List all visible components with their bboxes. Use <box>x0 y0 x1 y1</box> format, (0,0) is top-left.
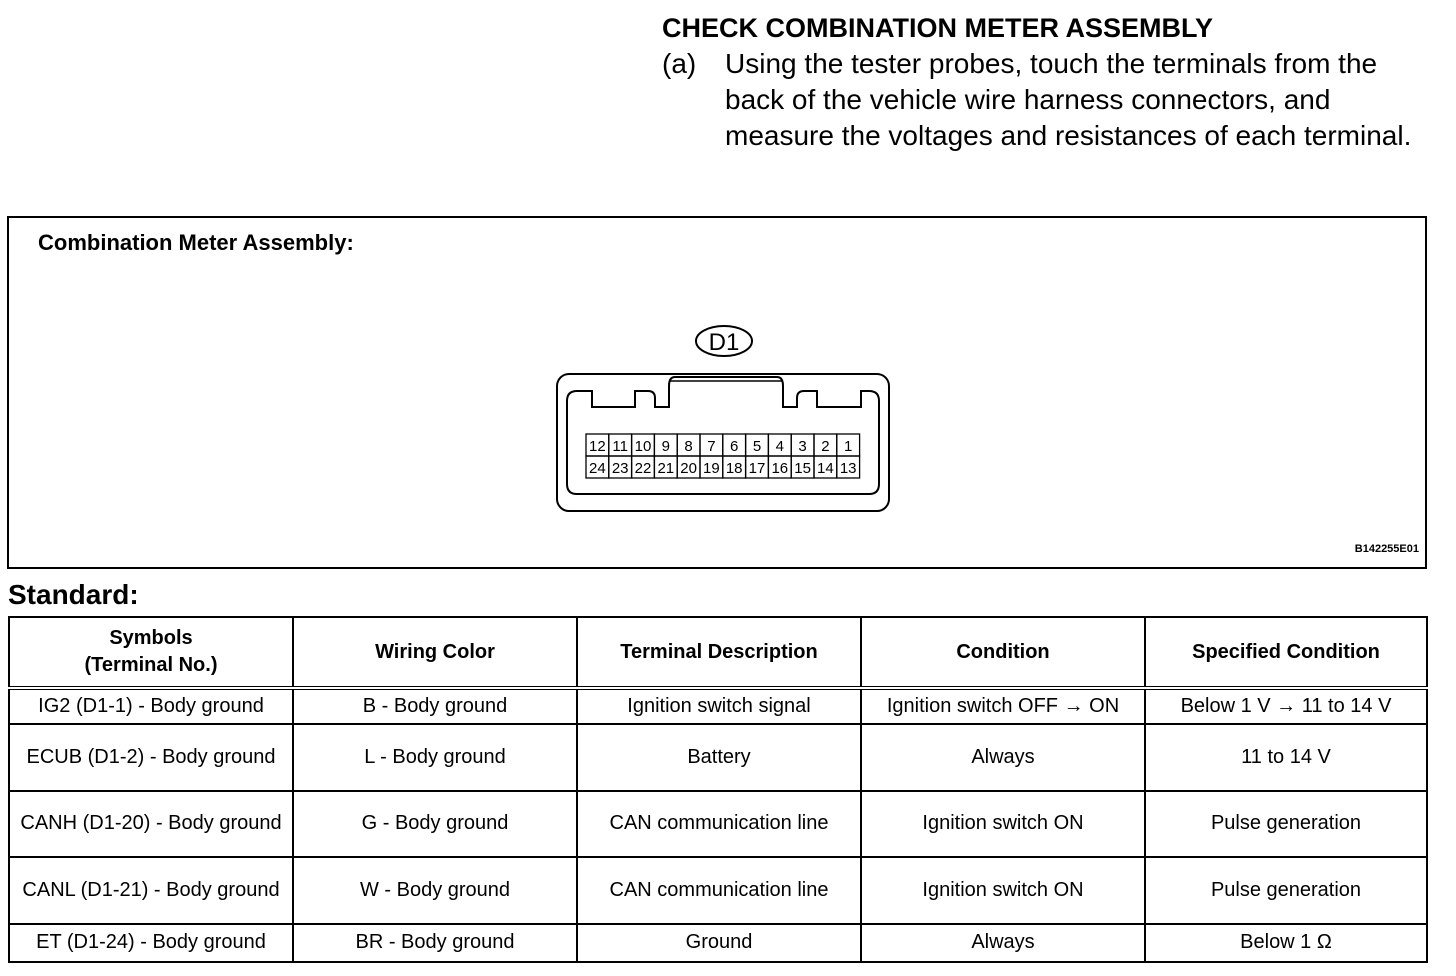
pin-label: 24 <box>589 460 606 477</box>
pin-label: 10 <box>634 438 652 455</box>
pin-label: 16 <box>771 460 789 477</box>
header-symbols-line1: Symbols <box>109 627 193 649</box>
cell-wiring-color: B - Body ground <box>293 688 577 724</box>
cell-specified-condition: Below 1 Ω <box>1145 924 1427 962</box>
header-terminal-description: Terminal Description <box>577 617 861 688</box>
header-symbols-line2: (Terminal No.) <box>84 654 218 676</box>
cell-terminal-description: CAN communication line <box>577 857 861 923</box>
pin-label: 20 <box>680 460 697 477</box>
pin-label: 3 <box>798 438 807 455</box>
pin-label: 15 <box>794 460 811 477</box>
step-marker: (a) <box>662 48 697 79</box>
pin-label: 17 <box>748 460 766 477</box>
cell-symbol: IG2 (D1-1) - Body ground <box>9 688 293 724</box>
standard-table <box>8 616 1428 963</box>
step-text: Using the tester probes, touch the terminals from the back of the vehicle wire harness connectors, and measure the voltages and resistances of each terminal. <box>725 48 1412 151</box>
cell-condition: Always <box>861 924 1145 962</box>
cell-condition: Ignition switch OFF → ON <box>861 688 1145 724</box>
pin-label: 4 <box>775 438 784 455</box>
standard-label: Standard: <box>8 579 139 610</box>
header-symbols <box>9 617 293 688</box>
cell-wiring-color: L - Body ground <box>293 724 577 790</box>
cell-specified-condition: Pulse generation <box>1145 791 1427 857</box>
pin-label: 21 <box>657 460 675 477</box>
pin-label: 22 <box>634 460 652 477</box>
cell-symbol: CANL (D1-21) - Body ground <box>9 857 293 923</box>
cell-terminal-description: CAN communication line <box>577 791 861 857</box>
table-row <box>9 791 1427 857</box>
cell-condition: Ignition switch ON <box>861 857 1145 923</box>
connector-d1-diagram <box>549 322 899 522</box>
table-row <box>9 688 1427 724</box>
instruction-step <box>662 46 1442 154</box>
connector-diagram-box <box>7 216 1427 569</box>
cell-specified-condition: Pulse generation <box>1145 857 1427 923</box>
pin-label: 19 <box>703 460 720 477</box>
pin-label: 13 <box>839 460 857 477</box>
table-row <box>9 724 1427 790</box>
pin-label: 23 <box>611 460 629 477</box>
table-row <box>9 924 1427 962</box>
pin-label: 14 <box>817 460 834 477</box>
pin-label: 18 <box>725 460 743 477</box>
cell-symbol: CANH (D1-20) - Body ground <box>9 791 293 857</box>
table-header-row <box>9 617 1427 688</box>
cell-symbol: ECUB (D1-2) - Body ground <box>9 724 293 790</box>
connector-id-label: D1 <box>708 329 740 356</box>
header-wiring-color: Wiring Color <box>293 617 577 688</box>
cell-specified-condition: Below 1 V → 11 to 14 V <box>1145 688 1427 724</box>
header-condition: Condition <box>861 617 1145 688</box>
cell-terminal-description: Ignition switch signal <box>577 688 861 724</box>
cell-wiring-color: G - Body ground <box>293 791 577 857</box>
cell-specified-condition: 11 to 14 V <box>1145 724 1427 790</box>
cell-wiring-color: W - Body ground <box>293 857 577 923</box>
cell-condition: Ignition switch ON <box>861 791 1145 857</box>
pin-label: 8 <box>684 438 693 455</box>
pin-label: 5 <box>752 438 762 455</box>
pin-label: 7 <box>707 438 716 455</box>
diagram-title: Combination Meter Assembly: <box>38 230 354 255</box>
pin-label: 1 <box>844 438 853 455</box>
header-specified-condition: Specified Condition <box>1145 617 1427 688</box>
instruction-block <box>662 10 1442 154</box>
pin-grid <box>586 434 860 478</box>
pin-label: 11 <box>612 438 628 455</box>
pin-label: 6 <box>730 438 739 455</box>
pin-label: 9 <box>661 438 670 455</box>
cell-terminal-description: Ground <box>577 924 861 962</box>
cell-terminal-description: Battery <box>577 724 861 790</box>
section-title: CHECK COMBINATION METER ASSEMBLY <box>662 13 1214 43</box>
cell-wiring-color: BR - Body ground <box>293 924 577 962</box>
table-row <box>9 857 1427 923</box>
cell-condition: Always <box>861 724 1145 790</box>
cell-symbol: ET (D1-24) - Body ground <box>9 924 293 962</box>
figure-code: B142255E01 <box>1354 543 1419 555</box>
pin-label: 12 <box>589 438 606 455</box>
pin-label: 2 <box>821 438 830 455</box>
